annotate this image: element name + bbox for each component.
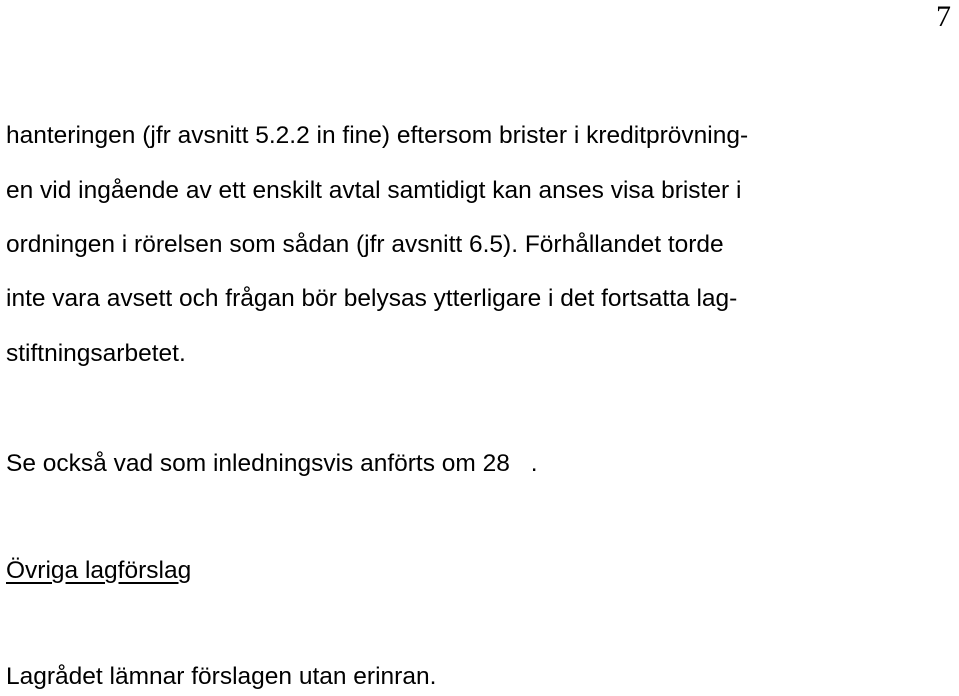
paragraph-line: inte vara avsett och frågan bör belysas ytterligare i det fortsatta lag- xyxy=(6,285,738,312)
paragraph-line: en vid ingående av ett enskilt avtal samtidigt kan anses visa brister i xyxy=(6,177,742,204)
paragraph-line: ordningen i rörelsen som sådan (jfr avsnitt 6.5). Förhållandet torde xyxy=(6,231,724,258)
paragraph-2-text: Se också vad som inledningsvis anförts om 28 xyxy=(6,450,510,477)
paragraph-line: stiftningsarbetet. xyxy=(6,340,186,367)
page-number: 7 xyxy=(936,0,951,33)
paragraph-3: Lagrådet lämnar förslagen utan erinran. xyxy=(6,663,437,690)
paragraph-line: hanteringen (jfr avsnitt 5.2.2 in fine) eftersom brister i kreditprövning- xyxy=(6,122,749,149)
paragraph-2-period: . xyxy=(530,450,538,477)
section-heading: Övriga lagförslag xyxy=(6,557,192,584)
paragraph-2 xyxy=(6,449,538,479)
